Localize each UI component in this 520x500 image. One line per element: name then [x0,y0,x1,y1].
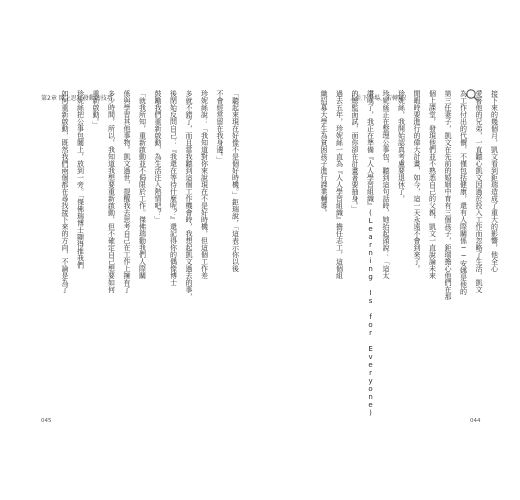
text-column [61,90,75,390]
text-column [444,90,458,390]
text-column [123,90,137,390]
column-text: 過去五年，珍妮絲一直為『人人學習組織』擔任志工，這個組 [335,90,344,279]
column-text: 織招募大學生為貧困孩子進行課業輔導。 [320,90,329,216]
text-column [397,90,411,390]
left-page-body [6,90,256,408]
column-text: 「聽起來現在好像不是個好時機。」鉅瑞說，「這表示你以後 [231,90,240,272]
page-number-right: 044 [470,418,481,424]
column-text: 重新啟動。」 [92,90,101,129]
text-column [459,90,473,390]
text-column [490,90,504,390]
text-column [216,90,230,390]
text-column [335,90,349,390]
text-column [428,90,442,390]
page-number-left: 045 [41,418,52,424]
text-column [154,90,168,390]
column-text: 接下來的幾個月，凱文看到鉅瑞造成了重大的影響，他全心 [490,90,499,272]
text-column [366,90,380,417]
text-column [200,90,214,390]
text-column [169,90,183,390]
column-text: 珍妮絲正在整理公事包，聽到這句話時，她抬起頭說：「這太 [382,90,391,279]
column-text: 讚嘆了，我正在準備『人人學習組織』(Learning Is for Everyone) [366,90,375,417]
column-text: 多少時間，所以，我知道我想要重新啟動，但不確定自己想要如何 [107,90,116,293]
column-text: 如何重新啟動，既然我們兩個都在尋找接下來的方向，不論是為了 [61,90,70,293]
text-column [138,90,152,390]
column-text: 的總監面試，面你卻在計畫著要抽身。」 [351,90,360,213]
text-column [320,90,334,390]
column-text: 後閉始反問自己：『我還在等待什麼呢？』還記得你的偶像博士 [169,90,178,286]
text-column [413,90,427,390]
column-text: 個上課堂，發現他們並不熟悉自己的父親，凱文一直說論未來 [428,90,437,279]
column-text: 第三任妻子，凱文在先前的婚姻中育有三個孩子，鉅瑞擔心他們在那 [444,90,453,300]
column-text: 為工作付出的代價，不僅包括健康，還有人際關係──安娜是他的 [459,90,468,295]
column-text: 鼓勵我們重新啟動，為生活注入熱情吧？」 [154,90,163,223]
book-title-header: 人生下半場，若轉彎！ [350,95,411,102]
text-column [76,90,90,390]
text-column [475,90,489,390]
text-column [351,90,365,390]
column-text: 係與學習其他事物。凱文過世，提醒我去思考自己在工作上擁有了 [123,90,132,293]
column-text: 珍妮絲，我開始認真考慮要退休了， [397,90,406,202]
column-text: 珍妮絲說：「我知道對你來說現在不是好時機，但這個工作差 [200,90,209,279]
column-text: 多就不錯了，而且當我聽到這個工作機會時，我想起凱文過去的事， [185,90,194,300]
text-column [185,90,199,390]
text-column [382,90,396,390]
column-text: 閒暇時要進行的偉大計畫，如今，這一天永遠不會到來了。 [413,90,422,272]
chapter-header: 第2章 開上思和發動的技巧 [41,95,113,102]
column-text: 不會經常留在我身邊。」 [216,90,225,164]
text-column [231,90,245,390]
column-text: 愛著他的兄弟，一直聽心凱文因過於投入工作而忽略了生活，凱文 [475,90,484,293]
column-text: 「就我所知，重新啟動並不侷限於工作。傑佛瑞勸我們人際關 [138,90,147,279]
text-column [107,90,121,390]
right-page-body [264,90,514,417]
text-column [92,90,106,390]
column-text: 珍妮絲把公事包闔上，放到一旁。「傑佛瑞博士顯得推我們 [76,90,85,269]
